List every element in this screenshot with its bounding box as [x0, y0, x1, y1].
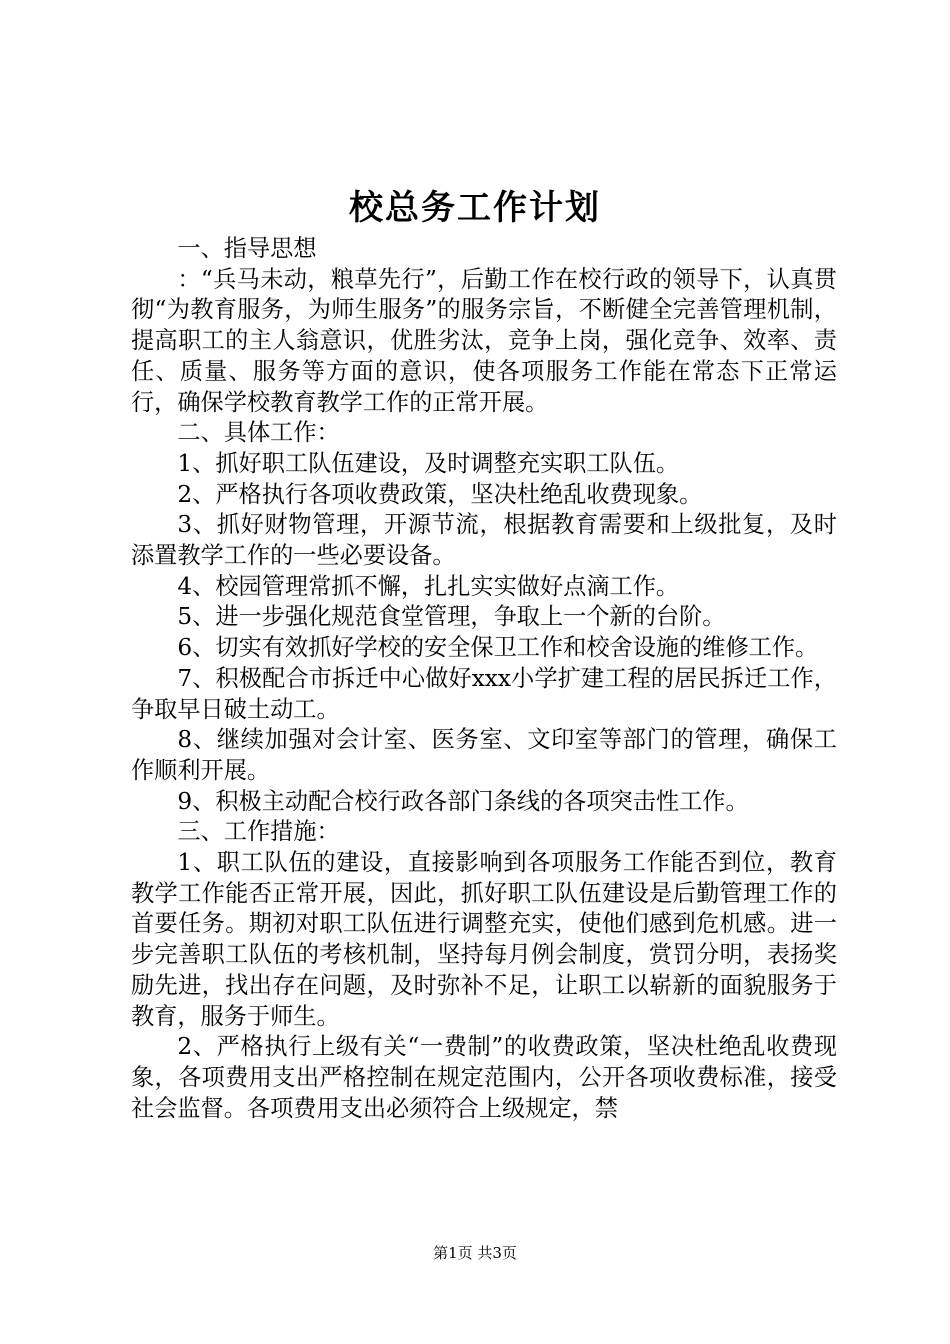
section-heading-guiding-thought: 一、指导思想 — [177, 235, 317, 262]
measure-item-1: 1、职工队伍的建设，直接影响到各项服务工作能否到位，教育教学工作能否正常开展，因此，抓好职工队伍建设是后勤管理工作的首要任务。期初对职工队伍进行调整充实，使他们感到危机感。进一步完善职工队伍的考核机制，坚持每月例会制度，赏罚分明，表扬奖励先进，找出存在问题，及时弥补不足，让职工以崭新的面貌服务于教育，服务于师生。 — [131, 849, 837, 1030]
page-footer: 第1页 共3页 — [433, 1244, 517, 1262]
measure-item-2: 2、严格执行上级有关“一费制”的收费政策，坚决杜绝乱收费现象，各项费用支出严格控制在规定范围内，公开各项收费标准，接受社会监督。各项费用支出必须符合上级规定，禁 — [131, 1033, 837, 1122]
work-item-1: 1、抓好职工队伍建设，及时调整充实职工队伍。 — [177, 449, 680, 477]
document-title: 校总务工作计划 — [349, 188, 601, 228]
work-item-9: 9、积极主动配合校行政各部门条线的各项突击性工作。 — [177, 787, 749, 815]
paragraph-guiding-thought: ：“兵马未动，粮草先行”，后勤工作在校行政的领导下，认真贯彻“为教育服务，为师生服务”的服务宗旨，不断健全完善管理机制，提高职工的主人翁意识，优胜劣汰，竞争上岗，强化竞争、效率、责任、质量、服务等方面的意识，使各项服务工作能在常态下正常运行，确保学校教育教学工作的正常开展。 — [131, 265, 837, 416]
work-item-3: 3、抓好财物管理，开源节流，根据教育需要和上级批复，及时添置教学工作的一些必要设备。 — [131, 511, 837, 570]
document-body — [131, 234, 837, 1124]
work-item-6: 6、切实有效抓好学校的安全保卫工作和校舍设施的维修工作。 — [177, 634, 819, 662]
section-heading-measures: 三、工作措施： — [177, 818, 340, 846]
work-item-2: 2、严格执行各项收费政策，坚决杜绝乱收费现象。 — [177, 480, 703, 508]
work-item-8: 8、继续加强对会计室、医务室、文印室等部门的管理，确保工作顺利开展。 — [131, 726, 837, 784]
work-item-7: 7、积极配合市拆迁中心做好xxx小学扩建工程的居民拆迁工作，争取早日破土动工。 — [131, 664, 837, 723]
section-heading-specific-work: 二、具体工作： — [177, 419, 340, 447]
work-item-4: 4、校园管理常抓不懈，扎扎实实做好点滴工作。 — [177, 572, 680, 600]
work-item-5: 5、进一步强化规范食堂管理，争取上一个新的台阶。 — [177, 603, 726, 631]
